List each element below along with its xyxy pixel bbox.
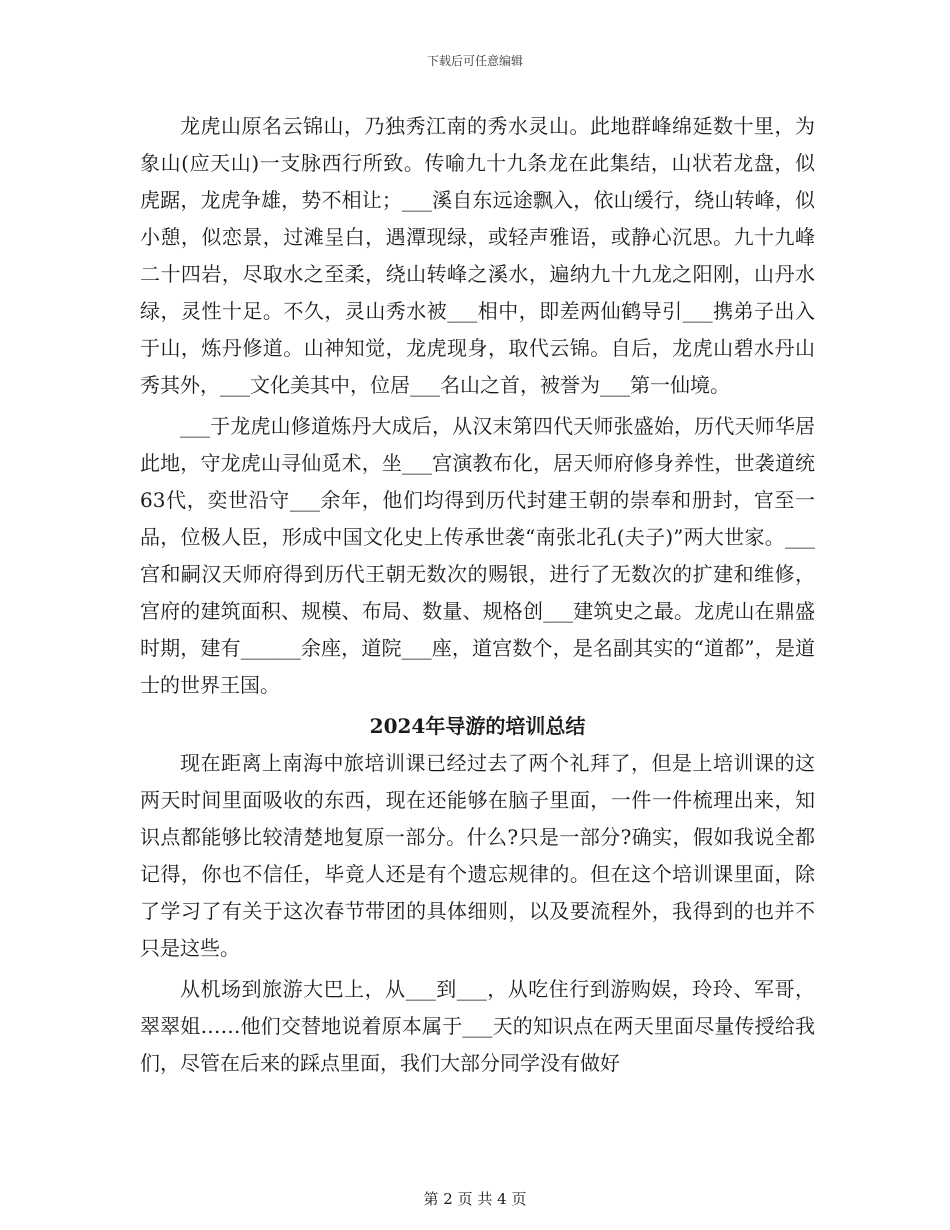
paragraph-tianshi-history: ___于龙虎山修道炼丹大成后，从汉末第四代天师张盛始，历代天师华居此地，守龙虎山寻仙觅术，坐___宫演教布化，居天师府修身养性，世袭道统63代，奕世沿守___余年，他们均得到历代封建王朝的崇奉和册封，官至一品，位极人臣，形成中国文化史上传承世袭“南张北孔(夫子)”两大世家。___宫和嗣汉天师府得到历代王朝无数次的赐银，进行了无数次的扩建和维修，宫府的建筑面积、规模、布局、数量、规格创___建筑史之最。龙虎山在鼎盛时期，建有______余座，道院___座，道宫数个，是名副其实的“道都”，是道士的世界王国。 (140, 414, 815, 697)
paragraph-training-details: 从机场到旅游大巴上，从___到___，从吃住行到游购娱，玲玲、军哥，翠翠姐……他们交替地说着原本属于___天的知识点在两天里面尽量传授给我们，尽管在后来的踩点里面，我们大部分同学没有做好 (140, 977, 815, 1075)
paragraph-training-review: 现在距离上南海中旅培训课已经过去了两个礼拜了，但是上培训课的这两天时间里面吸收的东西，现在还能够在脑子里面，一件一件梳理出来，知识点都能够比较清楚地复原一部分。什么?只是一部分?确实，假如我说全都记得，你也不信任，毕竟人还是有个遗忘规律的。但在这个培训课里面，除了学习了有关于这次春节带团的具体细则，以及要流程外，我得到的也并不只是这些。 (140, 751, 815, 960)
page-header-note: 下载后可任意编辑 (426, 54, 523, 68)
page-number: 第 2 页 共 4 页 (423, 1190, 527, 1208)
document-body (140, 108, 815, 1086)
paragraph-longhushan-intro: 龙虎山原名云锦山，乃独秀江南的秀水灵山。此地群峰绵延数十里，为象山(应天山)一支脉西行所致。传喻九十九条龙在此集结，山状若龙盘，似虎踞，龙虎争雄，势不相让；___溪自东远途飘入，依山缓行，绕山转峰，似小憩，似恋景，过滩呈白，遇潭现绿，或轻声雅语，或静心沉思。九十九峰二十四岩，尽取水之至柔，绕山转峰之溪水，遍纳九十九龙之阳刚，山丹水绿，灵性十足。不久，灵山秀水被___相中，即差两仙鹤导引___携弟子出入于山，炼丹修道。山神知觉，龙虎现身，取代云锦。自后，龙虎山碧水丹山秀其外，___文化美其中，位居___名山之首，被誉为___第一仙境。 (140, 114, 815, 397)
section-title: 2024年导游的培训总结 (369, 714, 586, 738)
